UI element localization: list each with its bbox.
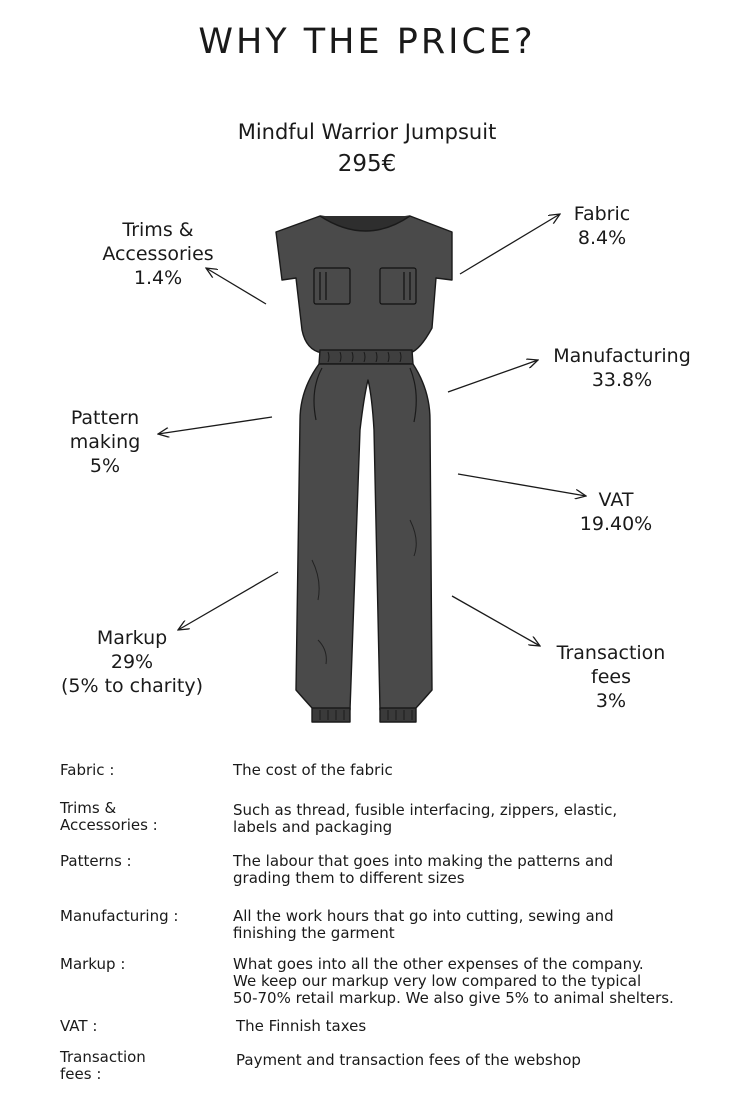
label-name: Transaction bbox=[556, 642, 666, 664]
label-name: Pattern bbox=[70, 407, 140, 429]
glossary-definition bbox=[236, 1018, 696, 1035]
term-line: Trims & bbox=[60, 799, 117, 817]
definition-line: The Finnish taxes bbox=[236, 1017, 367, 1035]
label-percent: 3% bbox=[595, 690, 627, 712]
arrow-markup bbox=[178, 572, 278, 630]
elastic-waistband bbox=[319, 350, 413, 364]
label-pattern-making bbox=[55, 406, 155, 478]
glossary-definition bbox=[233, 762, 693, 779]
term-line: Accessories : bbox=[60, 816, 158, 834]
right-cuff bbox=[380, 708, 416, 722]
definition-line: The labour that goes into making the patterns and bbox=[233, 852, 614, 870]
glossary-definition bbox=[236, 1052, 696, 1069]
definition-line: grading them to different sizes bbox=[233, 869, 465, 887]
label-percent: 5% bbox=[89, 455, 121, 477]
jumpsuit-bodice bbox=[276, 216, 452, 353]
definition-line: The cost of the fabric bbox=[233, 761, 393, 779]
label-percent: 29% bbox=[110, 651, 154, 673]
glossary-term: Manufacturing : bbox=[60, 907, 179, 925]
jumpsuit-trousers bbox=[296, 364, 432, 710]
arrow-pattern bbox=[158, 417, 272, 434]
label-name: making bbox=[69, 431, 141, 453]
label-name: VAT bbox=[598, 489, 634, 511]
glossary-term: Fabric : bbox=[60, 761, 115, 779]
label-percent: 33.8% bbox=[591, 369, 653, 391]
product-name: Mindful Warrior Jumpsuit bbox=[237, 120, 497, 144]
glossary-definition bbox=[233, 802, 693, 836]
jumpsuit-illustration bbox=[276, 216, 452, 722]
glossary-term: Markup : bbox=[60, 955, 126, 973]
glossary-definition bbox=[233, 956, 693, 1007]
label-name: fees bbox=[591, 666, 631, 688]
arrow-manufacturing bbox=[448, 360, 538, 392]
label-trims-accessories bbox=[88, 218, 228, 290]
glossary-term bbox=[60, 800, 225, 834]
label-name: Markup bbox=[96, 627, 168, 649]
label-name: Accessories bbox=[102, 243, 214, 265]
label-transaction-fees bbox=[546, 641, 676, 713]
definition-line: Such as thread, fusible interfacing, zippers, elastic, bbox=[233, 801, 618, 819]
label-name: Fabric bbox=[573, 203, 631, 225]
label-fabric bbox=[540, 202, 664, 250]
label-percent: 19.40% bbox=[579, 513, 653, 535]
term-line: fees : bbox=[60, 1065, 102, 1083]
definition-line: 50-70% retail markup. We also give 5% to animal shelters. bbox=[233, 989, 674, 1007]
label-vat bbox=[566, 488, 666, 536]
label-percent: 1.4% bbox=[133, 267, 183, 289]
glossary-term bbox=[60, 1049, 225, 1083]
definition-line: We keep our markup very low compared to the typical bbox=[233, 972, 642, 990]
definition-line: finishing the garment bbox=[233, 924, 395, 942]
definition-line: All the work hours that go into cutting, sewing and bbox=[233, 907, 614, 925]
label-note: (5% to charity) bbox=[60, 675, 204, 697]
product-price: 295€ bbox=[337, 151, 397, 177]
arrow-transaction bbox=[452, 596, 540, 646]
label-name: Manufacturing bbox=[553, 345, 691, 367]
term-line: Transaction bbox=[60, 1048, 146, 1066]
label-percent: 8.4% bbox=[577, 227, 627, 249]
label-name: Trims & bbox=[122, 219, 194, 241]
glossary-definition bbox=[233, 908, 693, 942]
glossary-term: Patterns : bbox=[60, 852, 132, 870]
glossary-term: VAT : bbox=[60, 1017, 98, 1035]
definition-line: labels and packaging bbox=[233, 818, 393, 836]
label-manufacturing bbox=[540, 344, 704, 392]
page-title: WHY THE PRICE? bbox=[198, 22, 536, 62]
label-markup bbox=[52, 626, 212, 698]
definition-line: Payment and transaction fees of the webshop bbox=[236, 1051, 581, 1069]
definition-line: What goes into all the other expenses of the company. bbox=[233, 955, 644, 973]
glossary-definition bbox=[233, 853, 693, 887]
